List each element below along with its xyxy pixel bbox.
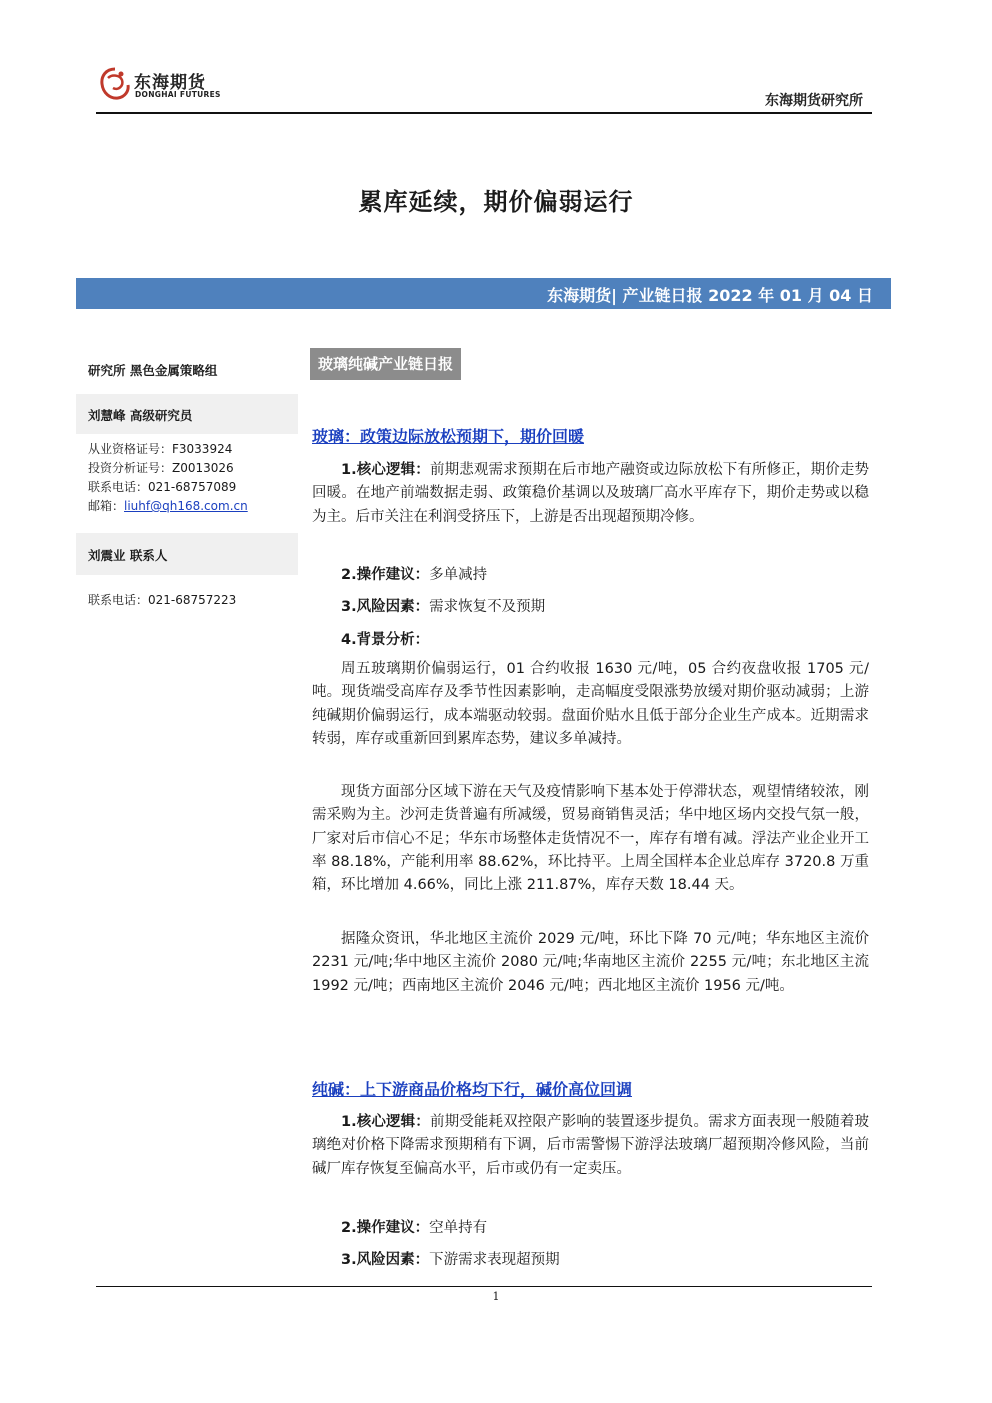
soda-risk-text: 下游需求表现超预期 [429,1252,560,1268]
glass-core-label: 1.核心逻辑： [341,462,430,478]
glass-op-suggestion [341,563,487,584]
soda-heading: 纯碱：上下游商品价格均下行，碱价高位回调 [312,1080,633,1099]
soda-op-suggestion [341,1216,487,1237]
email-label: 邮箱： [88,499,125,513]
analyst1-email-row [88,497,248,514]
glass-risk-label: 3.风险因素： [341,599,430,615]
analyst2-name: 刘震业 联系人 [88,548,168,563]
glass-bg-label: 4.背景分析： [341,632,430,648]
glass-core-text: 前期悲观需求预期在后市地产融资或边际放松下有所修正，期价走势回暖。在地产前端数据走弱、政策稳价基调以及玻璃厂高水平库存下，期价走势或以稳为主。后市关注在利润受挤压下，上游是否出现超预期冷修。 [312,462,869,525]
report-banner [76,278,891,309]
soda-op-text: 空单持有 [429,1220,488,1236]
glass-background [341,628,429,649]
sidebar-dept: 研究所 黑色金属策略组 [88,363,218,378]
soda-core-label: 1.核心逻辑： [341,1114,430,1130]
footer-rule [96,1286,872,1287]
glass-core-logic [312,459,869,529]
soda-core-logic [312,1111,869,1181]
glass-bg-paragraph-1: 周五玻璃期价偏弱运行，01 合约收报 1630 元/吨，05 合约夜盘收报 1705 元/吨。现货端受高库存及季节性因素影响，走高幅度受限涨势放缓对期价驱动减弱；上游纯碱期价偏弱运行，成本端驱动较弱。盘面价贴水且低于部分企业生产成本。近期需求转弱，库存或重新回到累库态势，建议多单减持。 [312,661,869,747]
page-number: 1 [492,1290,500,1303]
logo-chinese-name: 东海期货 [134,73,206,93]
analyst1-phone: 联系电话：021-68757089 [88,480,237,494]
email-link[interactable]: liuhf@qh168.com.cn [124,499,248,513]
report-type-tag: 玻璃纯碱产业链日报 [310,348,461,380]
analyst1-invest-cert: 投资分析证号：Z0013026 [88,461,234,475]
glass-bg-paragraph-2: 现货方面部分区域下游在天气及疫情影响下基本处于停滞状态，观望情绪较浓，刚需采购为主。沙河走货普遍有所减缓，贸易商销售灵活；华中地区场内交投气氛一般，厂家对后市信心不足；华东市场整体走货情况不一，库存有增有减。浮法产业企业开工率 88.18%，产能利用率 88.62%，环比持平。上周全国样本企业总库存 3720.8 万重箱，环比增加 4.66%，同比上涨 211.87%，库存天数 18.44 天。 [312,784,869,894]
report-title: 累库延续，期价偏弱运行 [358,188,634,216]
analyst2-phone: 联系电话：021-68757223 [88,593,237,607]
glass-op-label: 2.操作建议： [341,567,430,583]
glass-heading: 玻璃：政策边际放松预期下，期价回暖 [312,427,585,446]
glass-bg-paragraph-3: 据隆众资讯，华北地区主流价 2029 元/吨，环比下降 70 元/吨；华东地区主流价 2231 元/吨;华中地区主流价 2080 元/吨;华南地区主流价 2255 元/吨；东北地区主流 1992 元/吨；西南地区主流价 2046 元/吨；西北地区主流价 1956 元/吨。 [312,931,869,994]
analyst1-cert: 从业资格证号：F3033924 [88,442,233,456]
banner-text: 东海期货| 产业链日报 2022 年 01 月 04 日 [547,286,873,305]
dragon-logo-icon [98,66,132,102]
soda-risk-label: 3.风险因素： [341,1252,430,1268]
soda-core-text: 前期受能耗双控限产影响的装置逐步提负。需求方面表现一般随着玻璃绝对价格下降需求预期稍有下调，后市需警惕下游浮法玻璃厂超预期冷修风险，当前碱厂库存恢复至偏高水平，后市或仍有一定卖压。 [312,1114,869,1177]
glass-op-text: 多单减持 [429,567,488,583]
glass-risk [341,595,545,616]
soda-risk [341,1248,560,1269]
soda-op-label: 2.操作建议： [341,1220,430,1236]
institute-name: 东海期货研究所 [765,93,863,109]
logo-english-name: DONGHAI FUTURES [135,90,221,99]
analyst1-name: 刘慧峰 高级研究员 [88,408,193,423]
company-logo [98,66,228,106]
header-rule [96,112,872,114]
glass-risk-text: 需求恢复不及预期 [429,599,546,615]
